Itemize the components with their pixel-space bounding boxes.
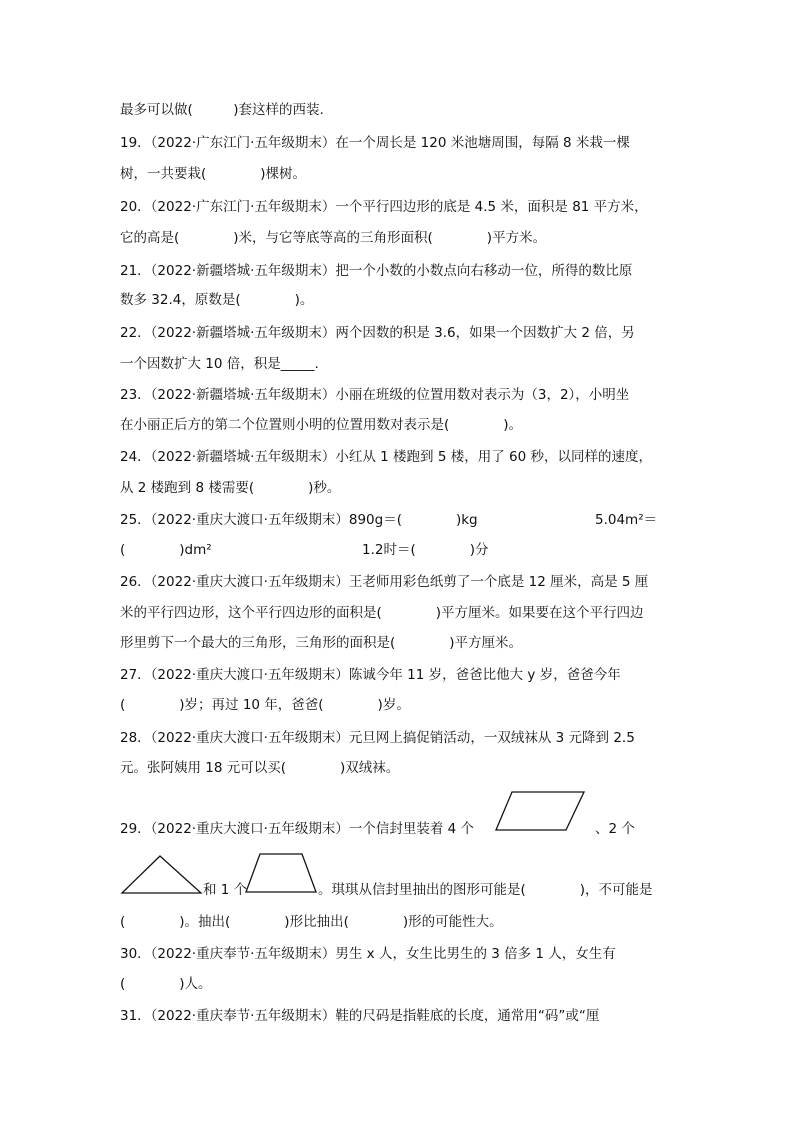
question-26-cont-1: 米的平行四边形，这个平行四边形的面积是( )平方厘米。如果要在这个平行四边 <box>120 605 644 621</box>
question-20: 20．（2022·广东江门·五年级期末）一个平行四边形的底是 4.5 米，面积是 81 平方米， <box>120 199 648 215</box>
triangle-figure <box>120 854 204 896</box>
question-25-area-answer: ( )dm² <box>120 542 212 558</box>
question-19: 19．（2022·广东江门·五年级期末）在一个周长是 120 米池塘周围，每隔 8 米栽一棵 <box>120 135 630 151</box>
question-20-cont: 它的高是( )米，与它等底等高的三角形面积( )平方米。 <box>120 230 547 246</box>
question-30: 30．（2022·重庆奉节·五年级期末）男生 x 人，女生比男生的 3 倍多 1 人，女生有 <box>120 946 616 962</box>
question-29-cont: 。琪琪从信封里抽出的图形可能是( )，不可能是 <box>318 882 653 898</box>
parallelogram-figure <box>494 790 586 834</box>
question-18-tail: 最多可以做( )套这样的西装. <box>120 102 324 118</box>
question-24: 24．（2022·新疆塔城·五年级期末）小红从 1 楼跑到 5 楼，用了 60 秒，以同样的速度， <box>120 449 652 465</box>
question-27-cont: ( )岁；再过 10 年，爸爸( )岁。 <box>120 697 410 713</box>
question-31: 31．（2022·重庆奉节·五年级期末）鞋的尺码是指鞋底的长度，通常用“码”或“厘 <box>120 1008 600 1024</box>
question-19-cont: 树，一共要栽( )棵树。 <box>120 166 307 182</box>
question-25-area-conversion: 5.04m²＝ <box>595 512 658 528</box>
question-22-cont: 一个因数扩大 10 倍，积是_____. <box>120 356 319 372</box>
question-22: 22．（2022·新疆塔城·五年级期末）两个因数的积是 3.6，如果一个因数扩大 2 倍，另 <box>120 325 635 341</box>
question-25: 25．（2022·重庆大渡口·五年级期末）890g＝( )kg <box>120 512 478 528</box>
question-24-cont: 从 2 楼跑到 8 楼需要( )秒。 <box>120 480 341 496</box>
question-21-cont: 数多 32.4，原数是( )。 <box>120 292 314 308</box>
question-26-cont-2: 形里剪下一个最大的三角形，三角形的面积是( )平方厘米。 <box>120 635 523 651</box>
question-27: 27．（2022·重庆大渡口·五年级期末）陈诚今年 11 岁，爸爸比他大 y 岁，爸爸今年 <box>120 667 621 683</box>
question-23: 23．（2022·新疆塔城·五年级期末）小丽在班级的位置用数对表示为（3，2），小明坐 <box>120 387 630 403</box>
question-26: 26．（2022·重庆大渡口·五年级期末）王老师用彩色纸剪了一个底是 12 厘米，高是 5 厘 <box>120 574 649 590</box>
question-28: 28．（2022·重庆大渡口·五年级期末）元旦网上搞促销活动，一双绒袜从 3 元降到 2.5 <box>120 730 635 746</box>
question-29-cont-2: ( )。抽出( )形比抽出( )形的可能性大。 <box>120 914 503 930</box>
question-29: 29．（2022·重庆大渡口·五年级期末）一个信封里装着 4 个 <box>120 821 475 837</box>
question-21: 21．（2022·新疆塔城·五年级期末）把一个小数的小数点向右移动一位，所得的数比原 <box>120 263 633 279</box>
question-25-time-conversion: 1.2时＝( )分 <box>362 542 489 558</box>
question-28-cont: 元。张阿姨用 18 元可以买( )双绒袜。 <box>120 760 400 776</box>
question-29-shape-count: 、2 个 <box>595 821 635 837</box>
question-29-trapezoid-count: 和 1 个 <box>203 882 248 898</box>
question-23-cont: 在小丽正后方的第二个位置则小明的位置用数对表示是( )。 <box>120 417 523 433</box>
question-30-cont: ( )人。 <box>120 976 212 992</box>
trapezoid-figure <box>244 852 320 896</box>
